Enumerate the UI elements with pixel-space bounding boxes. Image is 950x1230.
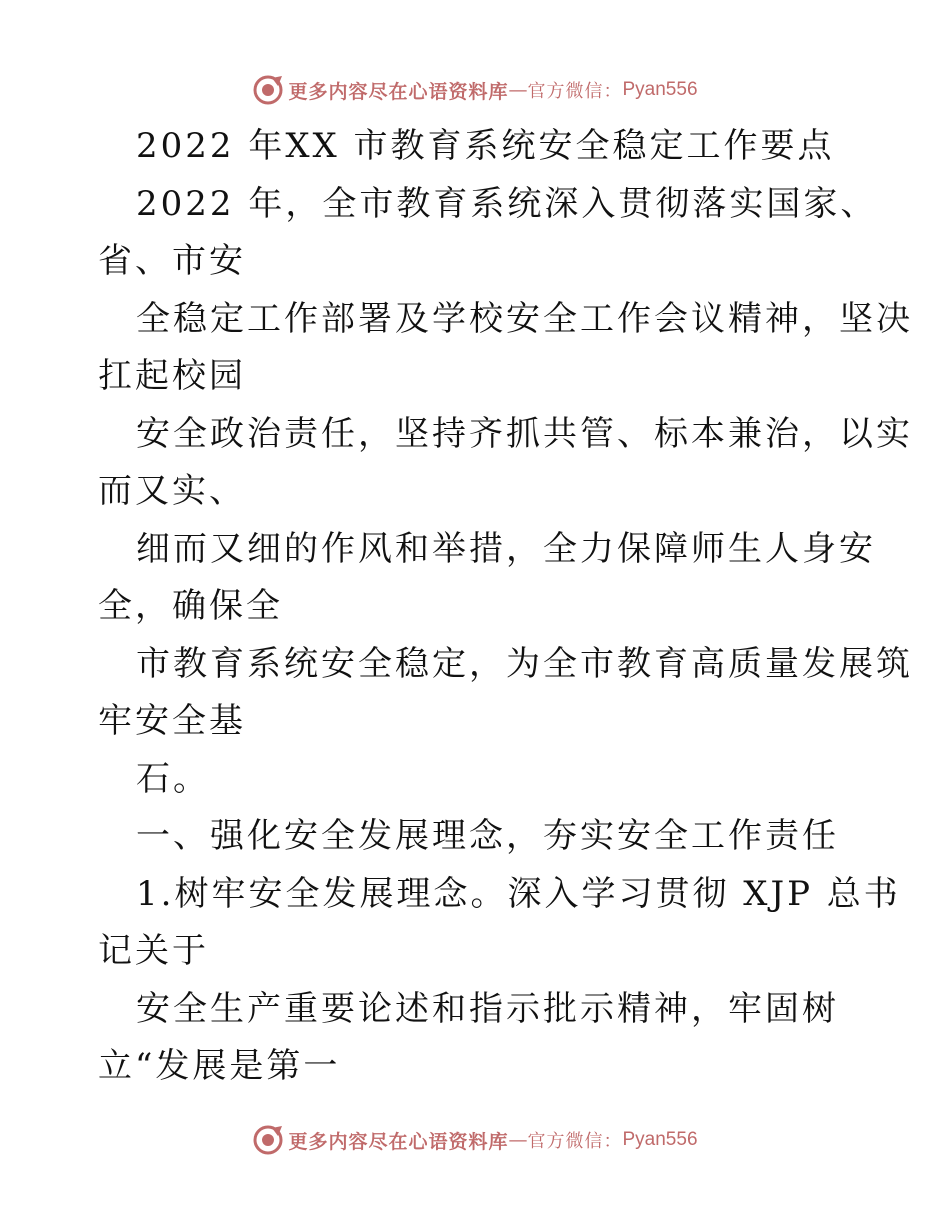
paragraph-line: 全稳定工作部署及学校安全工作会议精神，坚决 (136, 298, 913, 339)
section-heading: 一、强化安全发展理念，夯实安全工作责任 (136, 816, 839, 856)
banner-site-text: 更多内容尽在心语资料库 (288, 80, 509, 103)
paragraph-line: 2022 年，全市教育系统深入贯彻落实国家、 (136, 183, 878, 224)
paragraph-line: 牢安全基 (98, 701, 246, 741)
document-title: 2022 年XX 市教育系统安全稳定工作要点 (136, 126, 835, 166)
footer-banner (0, 1120, 950, 1160)
paragraph-line: 而又实、 (98, 471, 246, 511)
paragraph-line: 记关于 (98, 931, 209, 971)
paragraph-line: 安全政治责任，坚持齐抓共管、标本兼治，以实 (136, 413, 913, 454)
banner-wechat-label: 官方微信： (527, 1131, 623, 1152)
paragraph-line: 安全生产重要论述和指示批示精神，牢固树 (136, 988, 839, 1029)
banner-separator: — (508, 1129, 528, 1151)
banner-wechat-id: Pyan556 (622, 1129, 698, 1150)
banner-site-text: 更多内容尽在心语资料库 (288, 1130, 509, 1153)
pen-logo-icon (252, 1124, 284, 1156)
paragraph-line: 全，确保全 (98, 586, 283, 626)
banner-wechat-label: 官方微信： (527, 81, 623, 102)
banner-wechat-id: Pyan556 (622, 79, 698, 100)
paragraph-line: 石。 (136, 758, 210, 799)
header-banner (0, 70, 950, 110)
document-body (98, 118, 913, 1096)
paragraph-line: 扛起校园 (98, 356, 246, 396)
paragraph-line: 立“发展是第一 (98, 1046, 341, 1086)
pen-logo-icon (252, 74, 284, 106)
paragraph-line: 1.树牢安全发展理念。深入学习贯彻 XJP 总书 (136, 873, 901, 914)
paragraph-line: 省、市安 (98, 241, 246, 281)
paragraph-line: 市教育系统安全稳定，为全市教育高质量发展筑 (136, 643, 913, 684)
paragraph-line: 细而又细的作风和举措，全力保障师生人身安 (136, 528, 876, 569)
banner-separator: — (508, 79, 528, 101)
